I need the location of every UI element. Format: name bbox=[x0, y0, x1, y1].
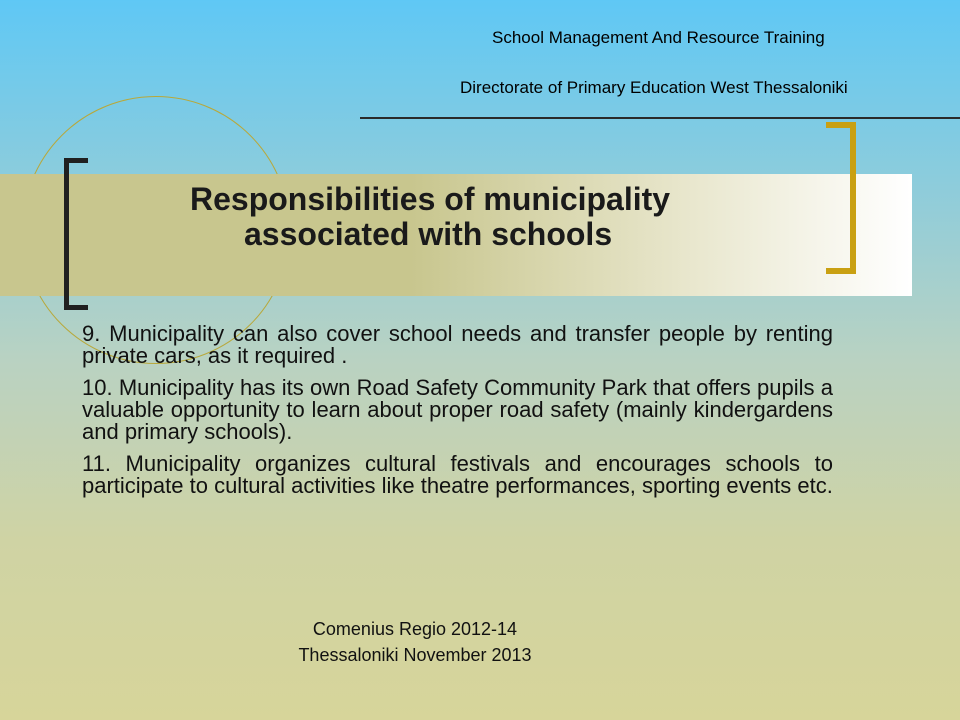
header-directorate: Directorate of Primary Education West Thessaloniki bbox=[460, 78, 848, 97]
slide-footer bbox=[230, 616, 600, 668]
footer-location-date: Thessaloniki November 2013 bbox=[298, 645, 532, 665]
paragraph-11: 11. Municipality organizes cultural festivals and encourages schools to participate to cultural activities like theatre performances, sporting events etc. bbox=[82, 451, 833, 498]
slide-title bbox=[160, 182, 780, 252]
slide-title-line2: associated with schools bbox=[244, 216, 613, 252]
footer-program: Comenius Regio 2012-14 bbox=[312, 619, 518, 639]
slide-title-line1: Responsibilities of municipality bbox=[190, 181, 671, 217]
slide-body bbox=[82, 323, 833, 507]
paragraph-9: 9. Municipality can also cover school needs and transfer people by renting private cars, as it required . bbox=[82, 321, 833, 368]
left-bracket-decoration bbox=[64, 158, 88, 310]
header-divider bbox=[360, 117, 960, 119]
paragraph-10: 10. Municipality has its own Road Safety Community Park that offers pupils a valuable opportunity to learn about proper road safety (mainly kindergardens and primary schools). bbox=[82, 375, 833, 444]
right-bracket-decoration bbox=[826, 122, 856, 274]
header-org-name: School Management And Resource Training bbox=[492, 28, 825, 47]
